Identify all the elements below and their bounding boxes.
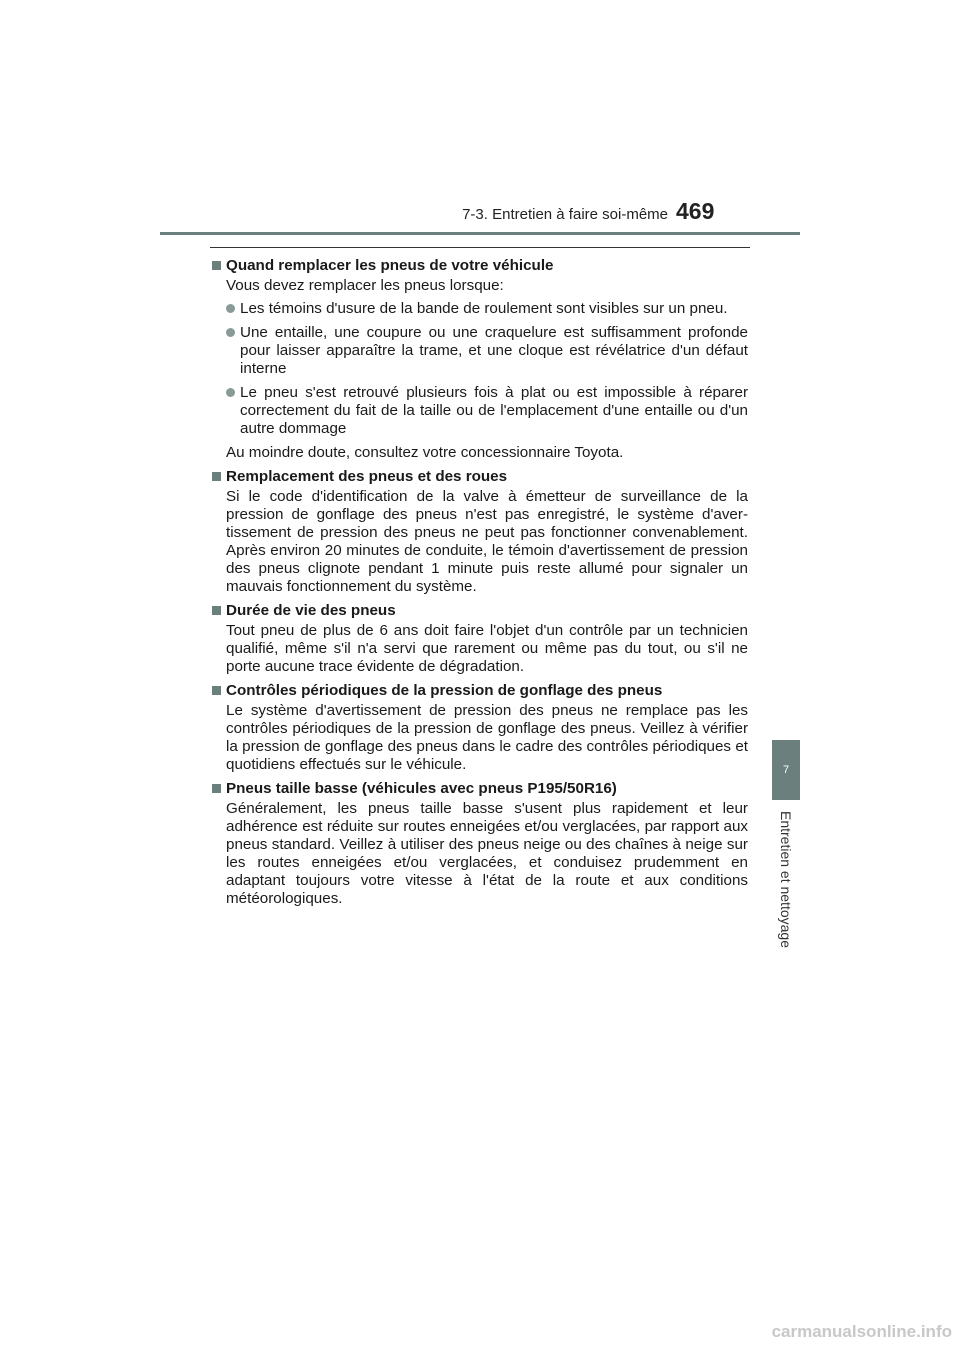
section-heading bbox=[210, 468, 748, 486]
section-tire-wheel-replacement bbox=[210, 468, 748, 596]
list-item-text: Les témoins d'usure de la bande de roulement sont visibles sur un pneu. bbox=[240, 300, 728, 317]
section-periodic-pressure-checks bbox=[210, 682, 748, 774]
section-tire-lifespan bbox=[210, 602, 748, 676]
page-number: 469 bbox=[676, 198, 715, 224]
round-bullet-icon bbox=[226, 304, 235, 313]
section-heading bbox=[210, 602, 748, 620]
header-rule bbox=[160, 232, 800, 235]
square-bullet-icon bbox=[212, 261, 221, 270]
header-section-title: 7-3. Entretien à faire soi-même bbox=[462, 206, 668, 223]
section-outro: Au moindre doute, consultez votre concessionnaire Toyota. bbox=[226, 444, 624, 461]
section-heading bbox=[210, 682, 748, 700]
square-bullet-icon bbox=[212, 606, 221, 615]
square-bullet-icon bbox=[212, 784, 221, 793]
section-tire-replacement-when bbox=[210, 257, 748, 462]
section-low-profile-tires bbox=[210, 780, 748, 908]
content-top-rule bbox=[210, 247, 750, 248]
section-body: Généralement, les pneus taille basse s'usent plus rapidement et leur adhérence est réduite sur routes enneigées et/ou verglacées, par rapport aux pneus standard. Veillez à utiliser des pneus neige ou des chaînes à neige sur les routes enneigées et/ou verglacées, et conduisez prudemment en adaptant toujours votre vitesse à l'état de la route et aux conditions météorologiques. bbox=[226, 800, 748, 907]
square-bullet-icon bbox=[212, 686, 221, 695]
bullet-list bbox=[226, 300, 748, 438]
section-heading-text: Pneus taille basse (véhicules avec pneus P195/50R16) bbox=[226, 780, 617, 797]
section-heading-text: Quand remplacer les pneus de votre véhicule bbox=[226, 257, 554, 274]
section-heading-text: Durée de vie des pneus bbox=[226, 602, 396, 619]
section-body: Le système d'avertissement de pression des pneus ne remplace pas les contrôles périodiques de la pression de gonflage des pneus. Veillez à vérifier la pression de gonflage des pneus dans le cadre des contrôles périodiques et quotidiens effectués sur le véhicule. bbox=[226, 702, 748, 773]
list-item bbox=[226, 324, 748, 378]
list-item-text: Une entaille, une coupure ou une craquelure est suffisamment profonde pour laisser apparaître la trame, et une cloque est révélatrice d'un défaut interne bbox=[240, 324, 748, 377]
round-bullet-icon bbox=[226, 328, 235, 337]
chapter-tab bbox=[772, 740, 800, 800]
list-item-text: Le pneu s'est retrouvé plusieurs fois à plat ou est impossible à réparer correctement du fait de la taille ou de l'emplacement d'une entaille ou d'un autre dommage bbox=[240, 384, 748, 437]
section-heading-text: Contrôles périodiques de la pression de gonflage des pneus bbox=[226, 682, 663, 699]
chapter-number: 7 bbox=[782, 764, 790, 776]
chapter-side-label bbox=[771, 804, 801, 954]
section-heading-text: Remplacement des pneus et des roues bbox=[226, 468, 508, 485]
list-item bbox=[226, 384, 748, 438]
section-body: Si le code d'identification de la valve à émetteur de surveillance de la pression de gonflage des pneus n'est pas enregistré, le système d'avertissement de pression des pneus ne peut pas fonctionner convenablement. Après environ 20 minutes de conduite, le témoin d'avertissement de pression des pneus clignote pendant 1 minute puis reste allumé pour signaler un mauvais fonctionnement du système. bbox=[226, 488, 748, 595]
square-bullet-icon bbox=[212, 472, 221, 481]
list-item bbox=[226, 300, 748, 318]
section-heading bbox=[210, 780, 748, 798]
section-body: Tout pneu de plus de 6 ans doit faire l'objet d'un contrôle par un technicien qualifié, même s'il n'a servi que rarement ou même pas du tout, ou s'il ne porte aucune trace évidente de dégradation. bbox=[226, 622, 748, 675]
page-content bbox=[210, 257, 748, 914]
watermark: carmanualsonline.info bbox=[771, 1322, 952, 1341]
section-heading bbox=[210, 257, 748, 275]
section-intro: Vous devez remplacer les pneus lorsque: bbox=[226, 277, 504, 294]
round-bullet-icon bbox=[226, 388, 235, 397]
chapter-label: Entretien et nettoyage bbox=[778, 810, 794, 948]
